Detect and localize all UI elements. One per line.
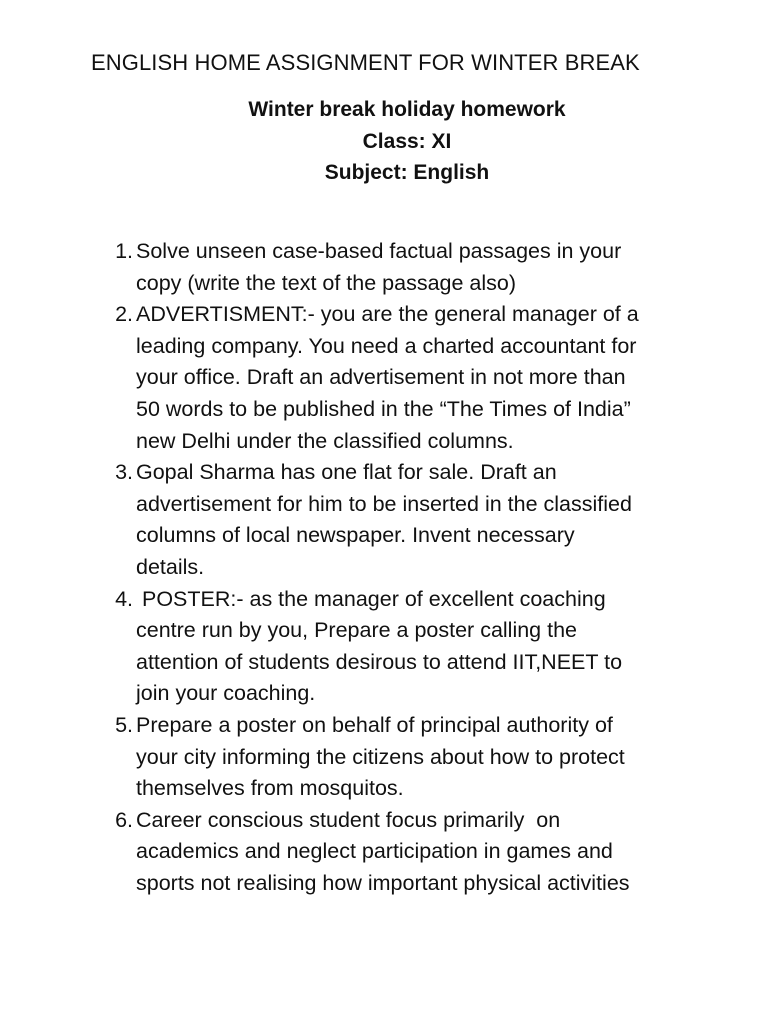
task-text: [136, 236, 708, 299]
task-line: ADVERTISMENT:- you are the general manager of a: [136, 302, 639, 327]
task-text: [136, 710, 708, 805]
task-text: [136, 299, 708, 457]
task-line: Prepare a poster on behalf of principal authority of: [136, 712, 613, 737]
task-list: [0, 236, 768, 899]
heading-block: [0, 94, 768, 189]
task-item: [0, 299, 768, 457]
task-line: 50 words to be published in the “The Times of India”: [136, 396, 631, 421]
task-item: [0, 584, 768, 710]
task-line: join your coaching.: [136, 681, 316, 706]
subject-line: Subject: English: [324, 161, 490, 184]
task-line: columns of local newspaper. Invent necessary: [136, 523, 575, 548]
task-line: academics and neglect participation in games and: [136, 839, 613, 864]
task-line: centre run by you, Prepare a poster calling the: [136, 618, 578, 643]
task-line: Solve unseen case-based factual passages in your: [136, 239, 622, 263]
task-number: 3.: [115, 460, 133, 485]
task-line: themselves from mosquitos.: [136, 776, 404, 801]
task-item: [0, 236, 768, 299]
task-text: [136, 805, 708, 900]
task-item: [0, 710, 768, 805]
task-number: 6.: [115, 807, 133, 832]
task-number: 2.: [115, 302, 133, 327]
task-line: your city informing the citizens about how to protect: [136, 744, 625, 769]
task-line: your office. Draft an advertisement in not more than: [136, 365, 626, 390]
task-text: [136, 584, 708, 710]
task-line: Career conscious student focus primarily on: [136, 807, 561, 832]
task-line: copy (write the text of the passage also): [136, 270, 517, 295]
homework-heading: Winter break holiday homework: [248, 98, 566, 121]
task-item: [0, 805, 768, 900]
task-line: new Delhi under the classified columns.: [136, 428, 514, 453]
task-line: POSTER:- as the manager of excellent coaching: [136, 586, 606, 611]
task-line: leading company. You need a charted accountant for: [136, 333, 637, 358]
task-text: [136, 457, 708, 583]
task-number: 5.: [115, 712, 133, 737]
task-line: advertisement for him to be inserted in the classified: [136, 491, 632, 516]
class-line: Class: XI: [362, 129, 452, 153]
document-title: ENGLISH HOME ASSIGNMENT FOR WINTER BREAK: [91, 50, 640, 75]
task-line: details.: [136, 554, 205, 579]
task-number: 4.: [115, 586, 133, 611]
task-item: [0, 457, 768, 583]
task-number: 1.: [115, 239, 133, 263]
task-line: sports not realising how important physical activities: [136, 870, 630, 895]
task-line: Gopal Sharma has one flat for sale. Draft an: [136, 460, 557, 485]
task-line: attention of students desirous to attend IIT,NEET to: [136, 649, 623, 674]
